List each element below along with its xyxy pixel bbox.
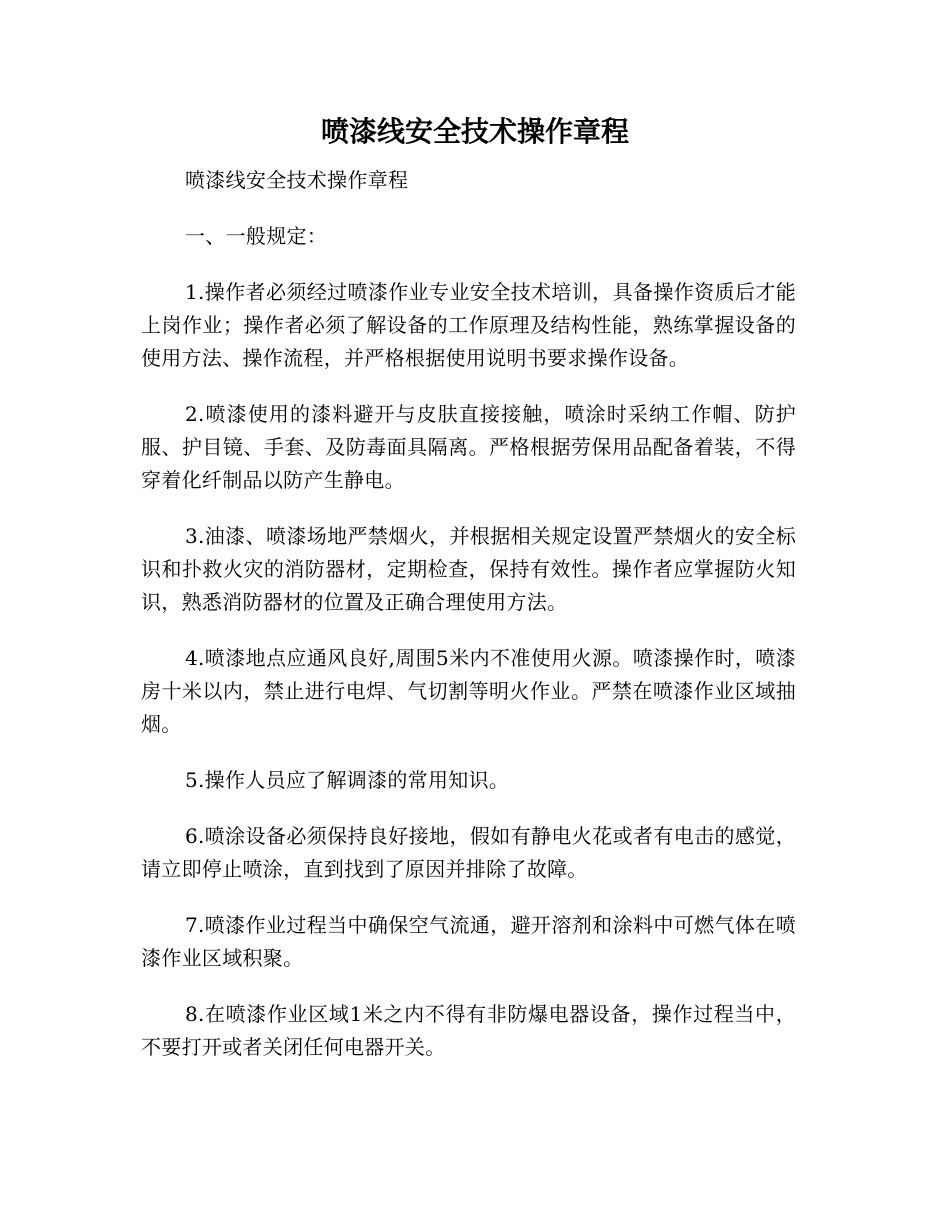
paragraph-rule-5: 5.操作人员应了解调漆的常用知识。 [185,768,510,792]
paragraph-rule-7: 7.喷漆作业过程当中确保空气流通，避开溶剂和涂料中可燃气体在喷漆作业区域积聚。 [141,913,796,970]
paragraph-rule-8: 8.在喷漆作业区域1米之内不得有非防爆电器设备，操作过程当中，不要打开或者关闭任何电器开关。 [141,1002,796,1059]
paragraph-subtitle: 喷漆线安全技术操作章程 [185,168,409,192]
paragraph-section-heading: 一、一般规定： [185,224,328,248]
document-body [141,164,796,1087]
paragraph-rule-6: 6.喷涂设备必须保持良好接地，假如有静电火花或者有电击的感觉，请立即停止喷涂，直到找到了原因并排除了故障。 [141,824,796,881]
paragraph-rule-1: 1.操作者必须经过喷漆作业专业安全技术培训，具备操作资质后才能上岗作业；操作者必须了解设备的工作原理及结构性能，熟练掌握设备的使用方法、操作流程，并严格根据使用说明书要求操作设备。 [141,280,796,370]
paragraph-rule-4: 4.喷漆地点应通风良好,周围5米内不准使用火源。喷漆操作时，喷漆房十米以内，禁止进行电焊、气切割等明火作业。严禁在喷漆作业区域抽烟。 [141,646,796,736]
paragraph-rule-2: 2.喷漆使用的漆料避开与皮肤直接接触，喷涂时采纳工作帽、防护服、护目镜、手套、及防毒面具隔离。严格根据劳保用品配备着装，不得穿着化纤制品以防产生静电。 [141,402,796,492]
document-title: 喷漆线安全技术操作章程 [320,115,629,148]
paragraph-rule-3: 3.油漆、喷漆场地严禁烟火，并根据相关规定设置严禁烟火的安全标识和扑救火灾的消防器材，定期检查，保持有效性。操作者应掌握防火知识，熟悉消防器材的位置及正确合理使用方法。 [141,524,796,614]
